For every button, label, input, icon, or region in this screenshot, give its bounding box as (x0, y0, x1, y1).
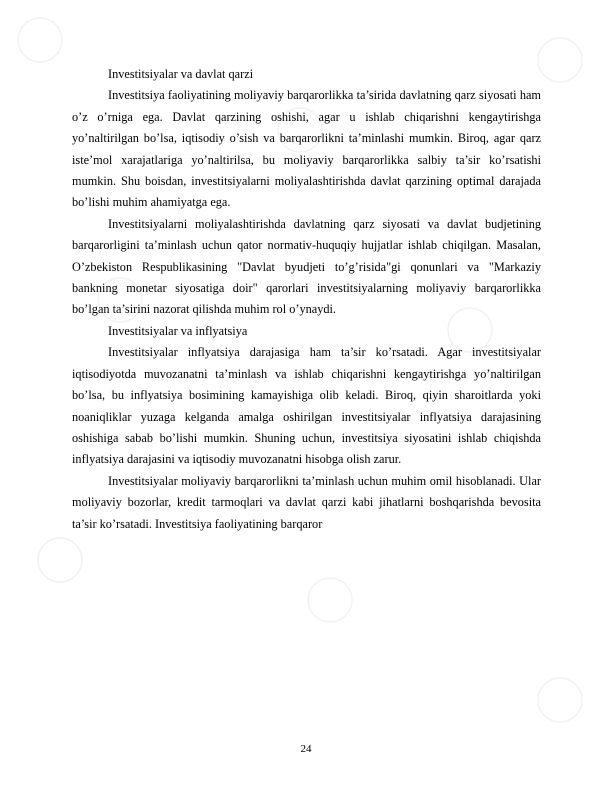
section-heading-debt: Investitsiyalar va davlat qarzi (108, 67, 254, 81)
document-body (72, 64, 541, 535)
paragraph: Investitsiyalar inflyatsiya darajasiga ham ta’sir ko’rsatadi. Agar investitsiyalar iqtisodiyotda muvozanatni ta’minlash va ishlab chiqarishni kengaytirishga yo’naltirilgan bo’lsa, bu inflyatsiya bosimining kamayishiga olib keladi. Biroq, qiyin sharoitlarda yoki noaniqliklar yuzaga kelganda amalga oshirilgan investitsiyalar inflyatsiya darajasining oshishiga sabab bo’lishi mumkin. Shuning uchun, investitsiya siyosatini ishlab chiqishda inflyatsiya darajasini va iqtisodiy muvozanatni hisobga olish zarur. (72, 345, 541, 467)
paragraph: Investitsiyalarni moliyalashtirishda davlatning qarz siyosati va davlat budjetining barqarorligini ta’minlash uchun qator normativ-huquqiy hujjatlar ishlab chiqilgan. Masalan, O’zbekiston Respublikasining "Davlat byudjeti to’g’risida"gi qonunlari va "Markaziy bankning monetar siyosatiga doir" qarorlari investitsiyalarning moliyaviy barqarorlikka bo’lgan ta’sirini nazorat qilishda muhim rol o’ynaydi. (72, 216, 541, 317)
section-heading-inflation: Investitsiyalar va inflyatsiya (108, 323, 248, 338)
page-number: 24 (300, 743, 312, 755)
paragraph: Investitsiya faoliyatining moliyaviy barqarorlikka ta’sirida davlatning qarz siyosati ham o’z o’rniga ega. Davlat qarzining oshishi, agar u ishlab chiqarishni kengaytirishga yo’naltirilgan bo’lsa, iqtisodiy o’sish va barqarorlikni ta’minlashi mumkin. Biroq, agar qarz iste’mol xarajatlariga yo’naltirilsa, bu moliyaviy barqarorlikka salbiy ta’sir ko’rsatishi mumkin. Shu boisdan, investitsiyalarni moliyalashtirishda davlat qarzining optimal darajada bo’lishi muhim ahamiyatga ega. (72, 88, 541, 210)
paragraph: Investitsiyalar moliyaviy barqarorlikni ta’minlash uchun muhim omil hisoblanadi. Ular moliyaviy bozorlar, kredit tarmoqlari va davlat qarzi kabi jihatlarni boshqarishda bevosita ta’sir ko’rsatadi. Investitsiya faoliyatining barqaror (72, 473, 541, 531)
